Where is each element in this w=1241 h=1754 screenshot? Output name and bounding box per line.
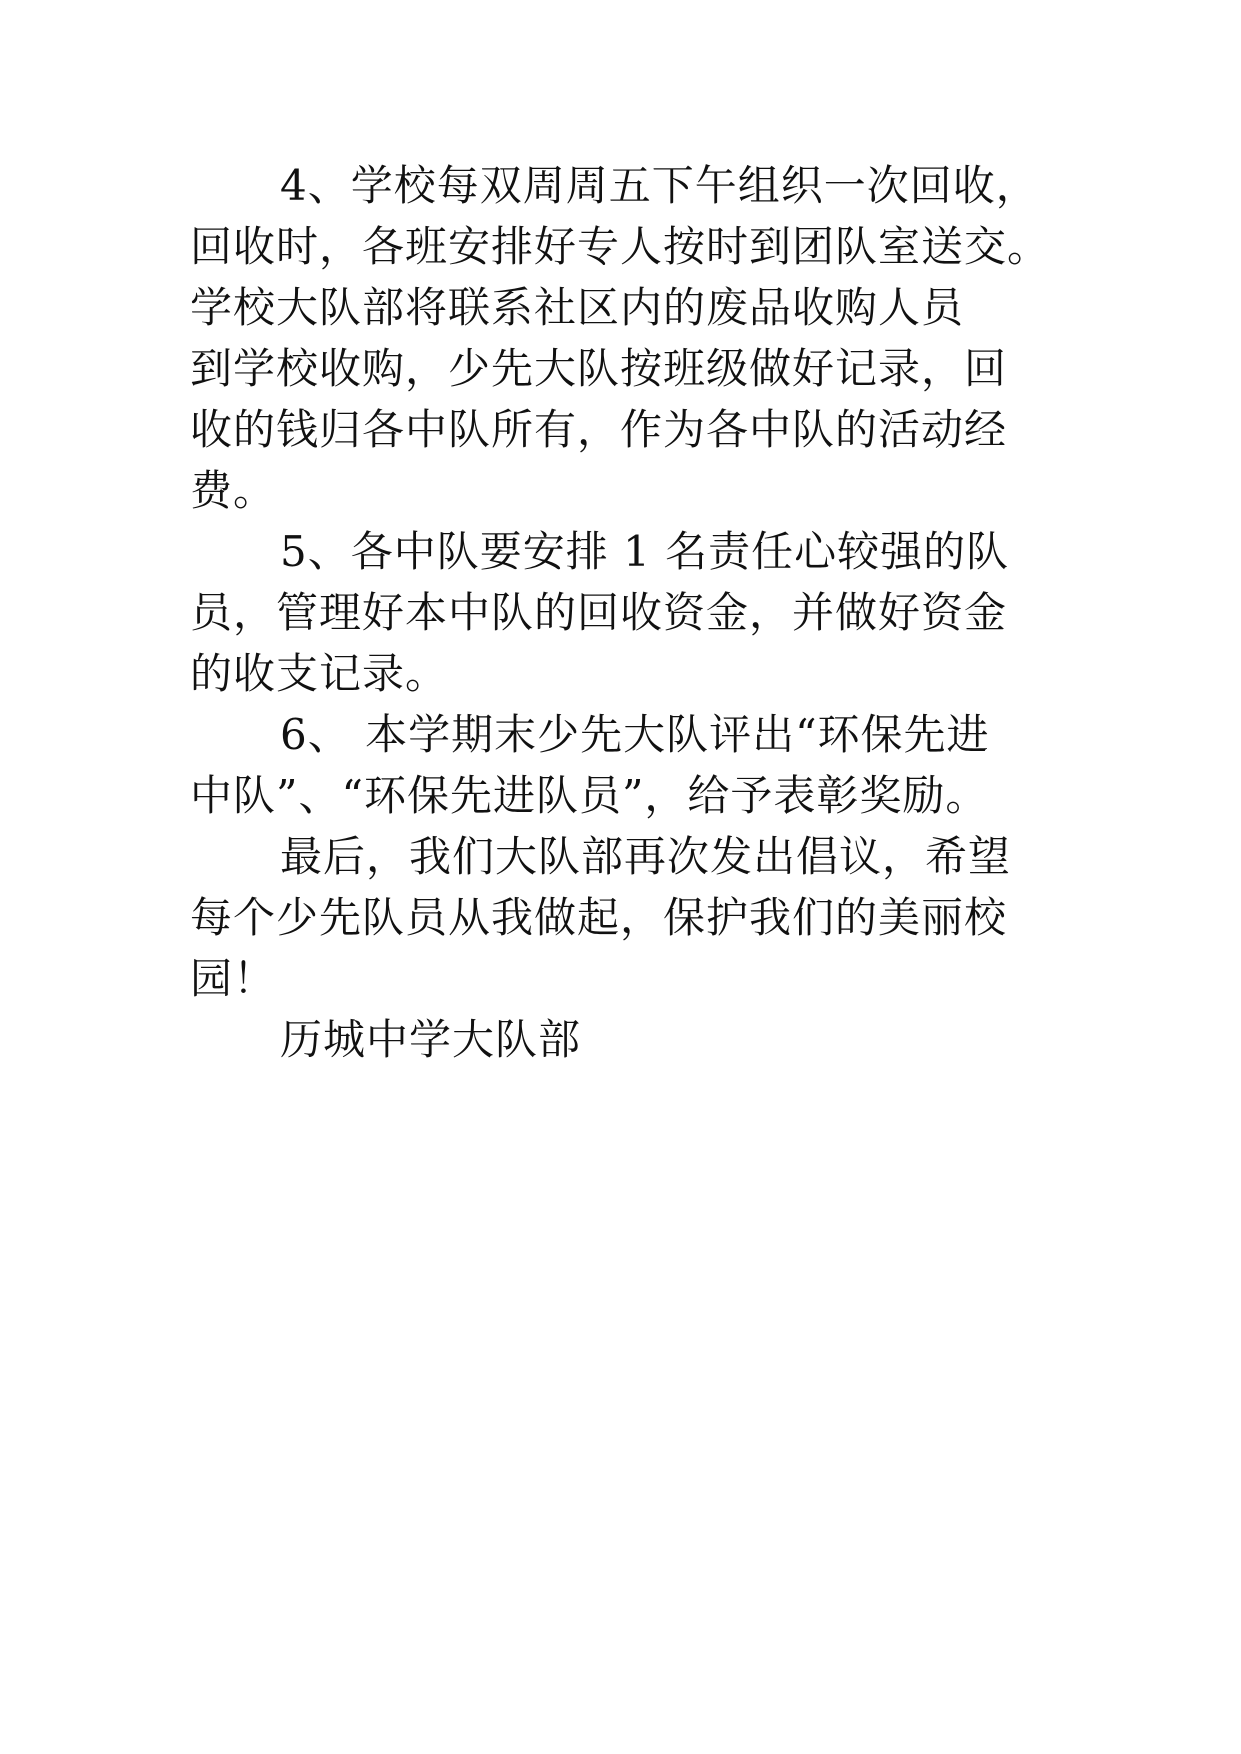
paragraph-4-line-4: 到学校收购，少先大队按班级做好记录，回 bbox=[190, 344, 1008, 393]
paragraph-4-line-6: 费。 bbox=[190, 466, 277, 515]
paragraph-4-line-3: 学校大队部将联系社区内的废品收购人员 bbox=[190, 283, 965, 332]
closing-line-2: 每个少先队员从我做起，保护我们的美丽校 bbox=[190, 893, 1008, 942]
signature: 历城中学大队部 bbox=[280, 1015, 582, 1064]
paragraph-6-line-2: 中队”、“环保先进队员”，给予表彰奖励。 bbox=[190, 771, 989, 820]
paragraph-5-line-3: 的收支记录。 bbox=[190, 649, 449, 698]
paragraph-4-line-5: 收的钱归各中队所有，作为各中队的活动经 bbox=[190, 405, 1008, 454]
closing-line-3: 园！ bbox=[190, 954, 277, 1003]
paragraph-5-line-1: 5、各中队要安排 1 名责任心较强的队 bbox=[280, 527, 1010, 576]
closing-line-1: 最后，我们大队部再次发出倡议，希望 bbox=[280, 832, 1012, 881]
paragraph-6-line-1: 6、 本学期末少先大队评出“环保先进 bbox=[280, 710, 990, 759]
paragraph-4-line-1: 4、学校每双周周五下午组织一次回收， bbox=[280, 161, 1039, 210]
paragraph-5-line-2: 员，管理好本中队的回收资金，并做好资金 bbox=[190, 588, 1008, 637]
paragraph-4-line-2: 回收时，各班安排好专人按时到团队室送交。 bbox=[190, 222, 1051, 271]
